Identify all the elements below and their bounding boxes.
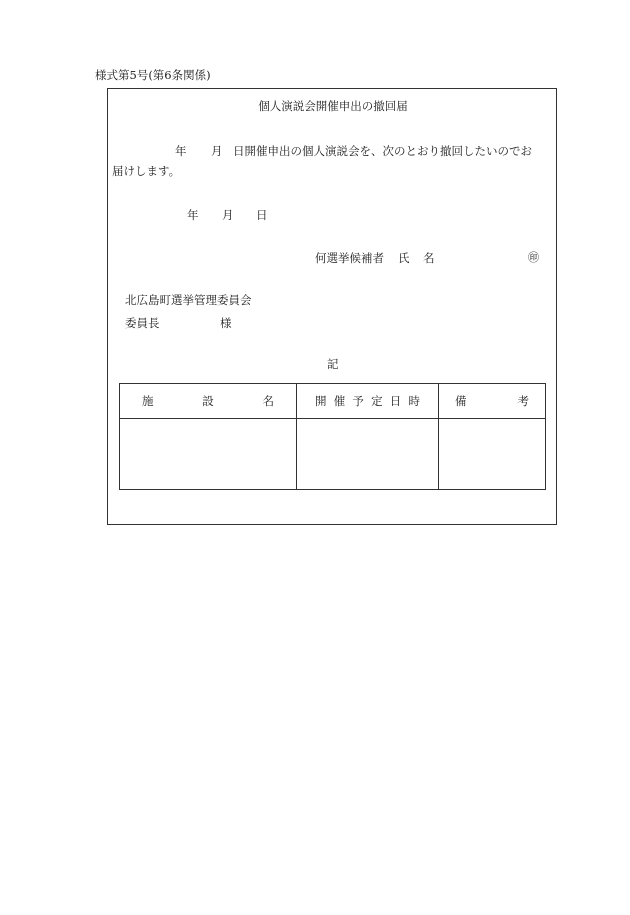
addressee-org: 北広島町選挙管理委員会 bbox=[125, 293, 252, 307]
header-remarks: 備 考 bbox=[439, 384, 546, 419]
form-frame bbox=[107, 88, 557, 525]
body-year-label: 年 bbox=[175, 144, 187, 158]
seal-mark-icon: ㊞ bbox=[528, 251, 539, 264]
submission-day-label: 日 bbox=[256, 208, 268, 222]
header-facility-name: 施 設 名 bbox=[120, 384, 297, 419]
signer-name-label-1: 氏 bbox=[398, 251, 410, 265]
table-row bbox=[120, 419, 546, 490]
body-sentence-line1: 日開催申出の個人演説会を、次のとおり撤回したいのでお bbox=[233, 144, 532, 158]
addressee-role: 委員長 bbox=[125, 316, 160, 330]
note-heading: 記 bbox=[327, 357, 339, 371]
facility-name-cell[interactable] bbox=[120, 419, 297, 490]
form-label: 様式第5号(第6条関係) bbox=[95, 68, 211, 82]
header-scheduled-datetime: 開 催 予 定 日 時 bbox=[297, 384, 439, 419]
document-title: 個人演説会開催申出の撤回届 bbox=[258, 99, 408, 113]
addressee-honorific: 様 bbox=[220, 316, 232, 330]
body-month-label: 月 bbox=[211, 144, 223, 158]
submission-month-label: 月 bbox=[222, 208, 234, 222]
remarks-cell[interactable] bbox=[439, 419, 546, 490]
signer-name-label-2: 名 bbox=[423, 251, 435, 265]
body-sentence-line2: 届けします。 bbox=[112, 164, 181, 178]
scheduled-datetime-cell[interactable] bbox=[297, 419, 439, 490]
submission-year-label: 年 bbox=[187, 208, 199, 222]
facility-table bbox=[119, 383, 546, 490]
table-header-row bbox=[120, 384, 546, 419]
signer-label: 何選挙候補者 bbox=[315, 251, 384, 265]
